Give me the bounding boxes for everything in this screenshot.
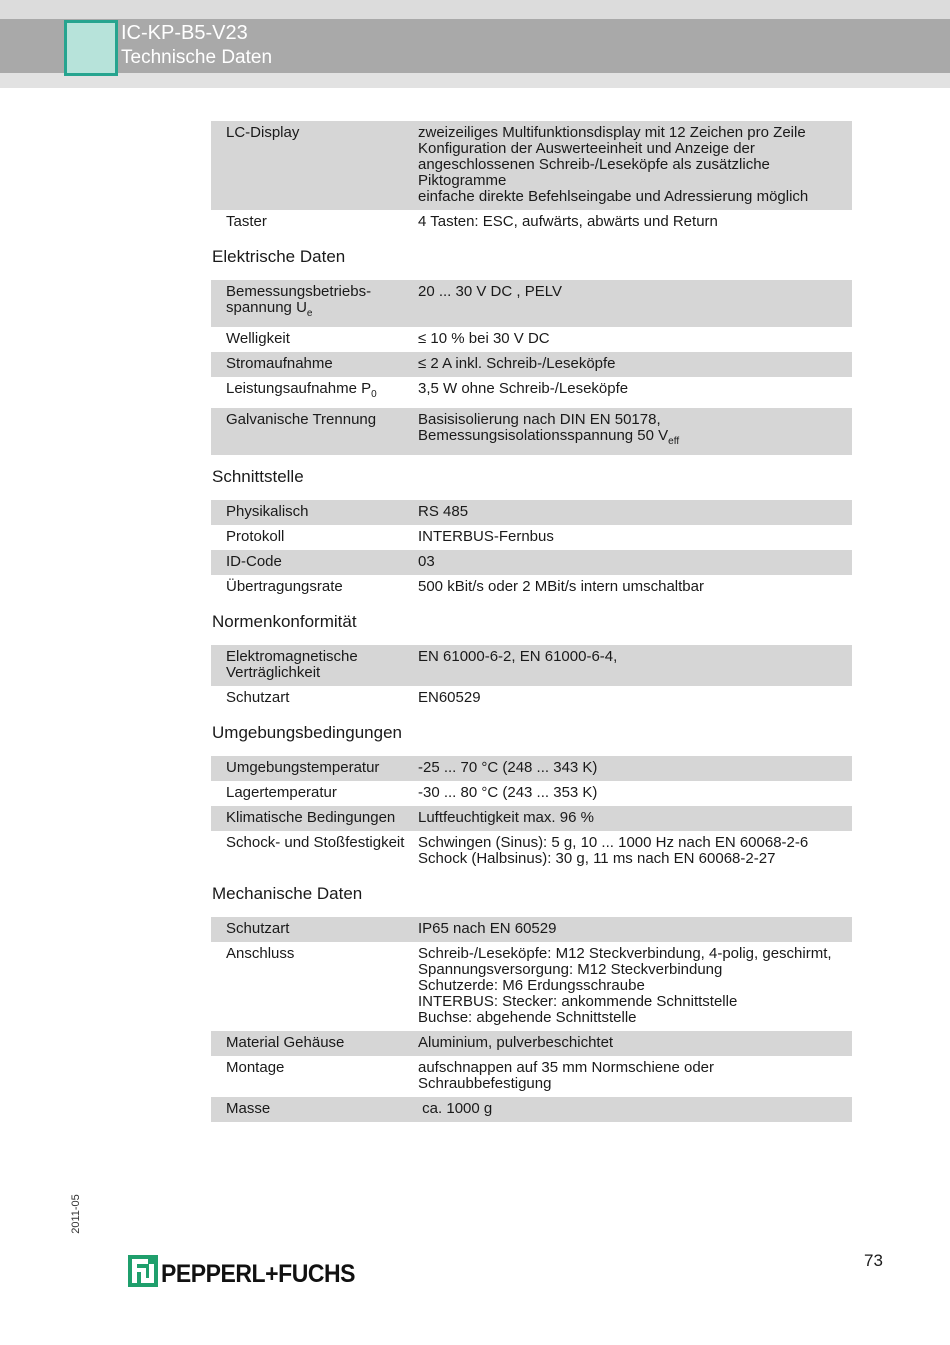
spec-value-line [418, 785, 844, 801]
spec-value [418, 1056, 852, 1097]
spec-value [418, 917, 852, 942]
spec-section [211, 711, 852, 872]
spec-label-text: Übertragungsrate [226, 578, 343, 595]
spec-label-text: Taster [226, 213, 267, 230]
spec-label [211, 377, 418, 408]
spec-value-line [418, 1101, 844, 1117]
spec-label-text: ID-Code [226, 553, 282, 570]
spec-row [211, 550, 852, 575]
spec-label-text: LC-Display [226, 124, 300, 141]
spec-value-line [418, 331, 844, 347]
spec-value [418, 121, 852, 210]
spec-value-line [418, 946, 844, 962]
spec-table [211, 645, 852, 711]
spec-value-text: Schutzerde: M6 Erdungsschraube [418, 977, 645, 994]
spec-value-line [418, 921, 844, 937]
spec-value [418, 1097, 852, 1122]
spec-row [211, 917, 852, 942]
spec-label [211, 280, 418, 327]
spec-label [211, 500, 418, 525]
spec-value-text: INTERBUS-Fernbus [418, 528, 554, 545]
spec-row [211, 377, 852, 408]
spec-value-line [418, 649, 844, 665]
spec-row [211, 352, 852, 377]
spec-value-text: EN60529 [418, 689, 481, 706]
spec-value-line [418, 1035, 844, 1051]
spec-row [211, 942, 852, 1031]
spec-table [211, 500, 852, 600]
spec-value-text: Aluminium, pulverbeschichtet [418, 1034, 614, 1051]
spec-value-subscript: eff [668, 436, 680, 447]
spec-value-line [418, 1060, 844, 1092]
spec-label-text: Welligkeit [226, 330, 290, 347]
spec-value [418, 377, 852, 408]
spec-value-text: RS 485 [418, 503, 469, 520]
spec-value-line [418, 412, 844, 428]
spec-row [211, 1097, 852, 1122]
spec-value-text: aufschnappen auf 35 mm Normschiene oder Schraubbefestigung [418, 1059, 719, 1092]
spec-value-text: Luftfeuchtigkeit max. 96 % [418, 809, 594, 826]
spec-value-text: ≤ 2 A inkl. Schreib-/Leseköpfe [418, 355, 616, 372]
spec-section [211, 455, 852, 600]
spec-label [211, 210, 418, 235]
spec-row [211, 575, 852, 600]
date-code: 2011-05 [69, 1194, 82, 1234]
header-top-bar [0, 0, 950, 19]
spec-value-text: Spannungsversorgung: M12 Steckverbindung [418, 961, 723, 978]
spec-label [211, 1056, 418, 1097]
spec-label-subscript: 0 [371, 389, 377, 400]
spec-value-text: ≤ 10 % bei 30 V DC [418, 330, 550, 347]
spec-value-line [418, 189, 844, 205]
spec-label [211, 1097, 418, 1122]
spec-value-text: 4 Tasten: ESC, aufwärts, abwärts und Return [418, 213, 718, 230]
spec-label-text: Galvanische Trennung [226, 411, 377, 428]
spec-value-text: 500 kBit/s oder 2 MBit/s intern umschaltbar [418, 578, 704, 595]
spec-label [211, 686, 418, 711]
spec-label-text: Masse [226, 1100, 271, 1117]
section-heading: Schnittstelle [212, 467, 304, 486]
spec-value [418, 280, 852, 327]
spec-row [211, 500, 852, 525]
spec-label-text: Umgebungstemperatur [226, 759, 380, 776]
spec-label-text: Leistungsaufnahme P [226, 380, 372, 397]
spec-value-line [418, 428, 844, 450]
spec-value-line [418, 851, 844, 867]
spec-table [211, 917, 852, 1122]
spec-label [211, 645, 418, 686]
spec-label-text: Lagertemperatur [226, 784, 337, 801]
spec-value-text: einfache direkte Befehlseingabe und Adressierung möglich [418, 188, 809, 205]
spec-label-text: Montage [226, 1059, 285, 1076]
spec-label [211, 781, 418, 806]
brand-name: PEPPERL+FUCHS [161, 1260, 356, 1288]
spec-label [211, 352, 418, 377]
spec-row [211, 781, 852, 806]
spec-value [418, 550, 852, 575]
spec-row [211, 686, 852, 711]
spec-value [418, 500, 852, 525]
spec-content [211, 121, 852, 1122]
spec-value-line [418, 381, 844, 397]
document-subtitle: Technische Daten [121, 47, 273, 68]
spec-row [211, 280, 852, 327]
document-title: IC-KP-B5-V23 [121, 22, 248, 44]
spec-value-text: zweizeiliges Multifunktionsdisplay mit 12 Zeichen pro Zeile [418, 124, 806, 141]
spec-value-line [418, 690, 844, 706]
pf-logo-icon [128, 1255, 158, 1287]
spec-row [211, 756, 852, 781]
spec-label [211, 917, 418, 942]
spec-label-subscript: e [306, 308, 313, 319]
spec-value [418, 831, 852, 872]
spec-label [211, 942, 418, 1031]
spec-value-text: Schreib-/Leseköpfe: M12 Steckverbindung, 4-polig, geschirmt, [418, 945, 832, 962]
spec-value-line [418, 284, 844, 300]
spec-value-text: Basisisolierung nach DIN EN 50178, [418, 411, 661, 428]
spec-value-line [418, 554, 844, 570]
spec-label-text: Physikalisch [226, 503, 309, 520]
spec-label [211, 550, 418, 575]
spec-label [211, 525, 418, 550]
spec-value-text: -25 ... 70 °C (248 ... 343 K) [418, 759, 598, 776]
spec-label [211, 806, 418, 831]
spec-value-line [418, 214, 844, 230]
spec-row [211, 645, 852, 686]
spec-value [418, 645, 852, 686]
spec-value [418, 525, 852, 550]
spec-row [211, 525, 852, 550]
spec-value-line [418, 141, 844, 189]
spec-value-text: Bemessungsisolationsspannung 50 V [418, 427, 669, 444]
spec-value-text: IP65 nach EN 60529 [418, 920, 557, 937]
spec-value [418, 352, 852, 377]
spec-value-line [418, 1010, 844, 1026]
spec-value [418, 942, 852, 1031]
spec-value-line [418, 962, 844, 978]
header-strip [0, 73, 950, 88]
spec-value-line [418, 579, 844, 595]
spec-label [211, 756, 418, 781]
spec-table [211, 280, 852, 455]
spec-row [211, 1031, 852, 1056]
spec-label-text: Schutzart [226, 920, 290, 937]
spec-value-text: Schock (Halbsinus): 30 g, 11 ms nach EN 60068-2-27 [418, 850, 776, 867]
spec-value-text: INTERBUS: Stecker: ankommende Schnittstelle [418, 993, 738, 1010]
header-square-icon [64, 20, 118, 76]
spec-label-text: Stromaufnahme [226, 355, 333, 372]
spec-value-line [418, 810, 844, 826]
spec-row [211, 1056, 852, 1097]
spec-label-text: Schock- und Stoßfestigkeit [226, 834, 405, 851]
spec-value-text: 03 [418, 553, 435, 570]
spec-table [211, 121, 852, 235]
spec-value-text: EN 61000-6-2, EN 61000-6-4, [418, 648, 618, 665]
spec-label-text: Bemessungsbetriebs-spannung U [226, 283, 372, 316]
spec-row [211, 831, 852, 872]
spec-label-text: Schutzart [226, 689, 290, 706]
spec-value [418, 327, 852, 352]
spec-section [211, 872, 852, 1122]
spec-value [418, 210, 852, 235]
spec-value [418, 408, 852, 455]
section-heading: Umgebungsbedingungen [212, 723, 402, 742]
spec-label [211, 408, 418, 455]
spec-value-text: Schwingen (Sinus): 5 g, 10 ... 1000 Hz nach EN 60068-2-6 [418, 834, 809, 851]
spec-value [418, 781, 852, 806]
spec-value [418, 756, 852, 781]
spec-value-text: -30 ... 80 °C (243 ... 353 K) [418, 784, 598, 801]
spec-table [211, 756, 852, 872]
spec-value-line [418, 356, 844, 372]
spec-value-line [418, 529, 844, 545]
spec-value-text: ca. 1000 g [418, 1100, 493, 1117]
spec-value-line [418, 125, 844, 141]
section-heading: Elektrische Daten [212, 247, 346, 266]
page-number: 73 [864, 1251, 883, 1270]
spec-row [211, 408, 852, 455]
spec-value-text: Konfiguration der Auswerteeinheit und Anzeige der angeschlossenen Schreib-/Leseköpfe als zusätzliche Piktogramme [418, 140, 775, 189]
spec-value-line [418, 760, 844, 776]
spec-value-line [418, 994, 844, 1010]
spec-value-line [418, 835, 844, 851]
spec-label-text: Anschluss [226, 945, 295, 962]
spec-row [211, 327, 852, 352]
spec-label-text: Protokoll [226, 528, 285, 545]
spec-section [211, 121, 852, 235]
spec-value [418, 806, 852, 831]
spec-value-text: Buchse: abgehende Schnittstelle [418, 1009, 637, 1026]
spec-label [211, 1031, 418, 1056]
spec-label-text: Elektromagnetische Verträglichkeit [226, 648, 358, 681]
spec-row [211, 121, 852, 210]
section-heading: Normenkonformität [212, 612, 357, 631]
spec-value-line [418, 504, 844, 520]
spec-label-text: Material Gehäuse [226, 1034, 345, 1051]
spec-label [211, 327, 418, 352]
spec-value-text: 20 ... 30 V DC , PELV [418, 283, 562, 300]
spec-label-text: Klimatische Bedingungen [226, 809, 396, 826]
spec-row [211, 806, 852, 831]
spec-value [418, 686, 852, 711]
spec-value-text: 3,5 W ohne Schreib-/Leseköpfe [418, 380, 629, 397]
spec-value [418, 575, 852, 600]
spec-label [211, 121, 418, 210]
spec-value-line [418, 978, 844, 994]
spec-section [211, 600, 852, 711]
spec-section [211, 235, 852, 455]
spec-label [211, 831, 418, 872]
section-heading: Mechanische Daten [212, 884, 363, 903]
spec-value [418, 1031, 852, 1056]
spec-label [211, 575, 418, 600]
spec-row [211, 210, 852, 235]
